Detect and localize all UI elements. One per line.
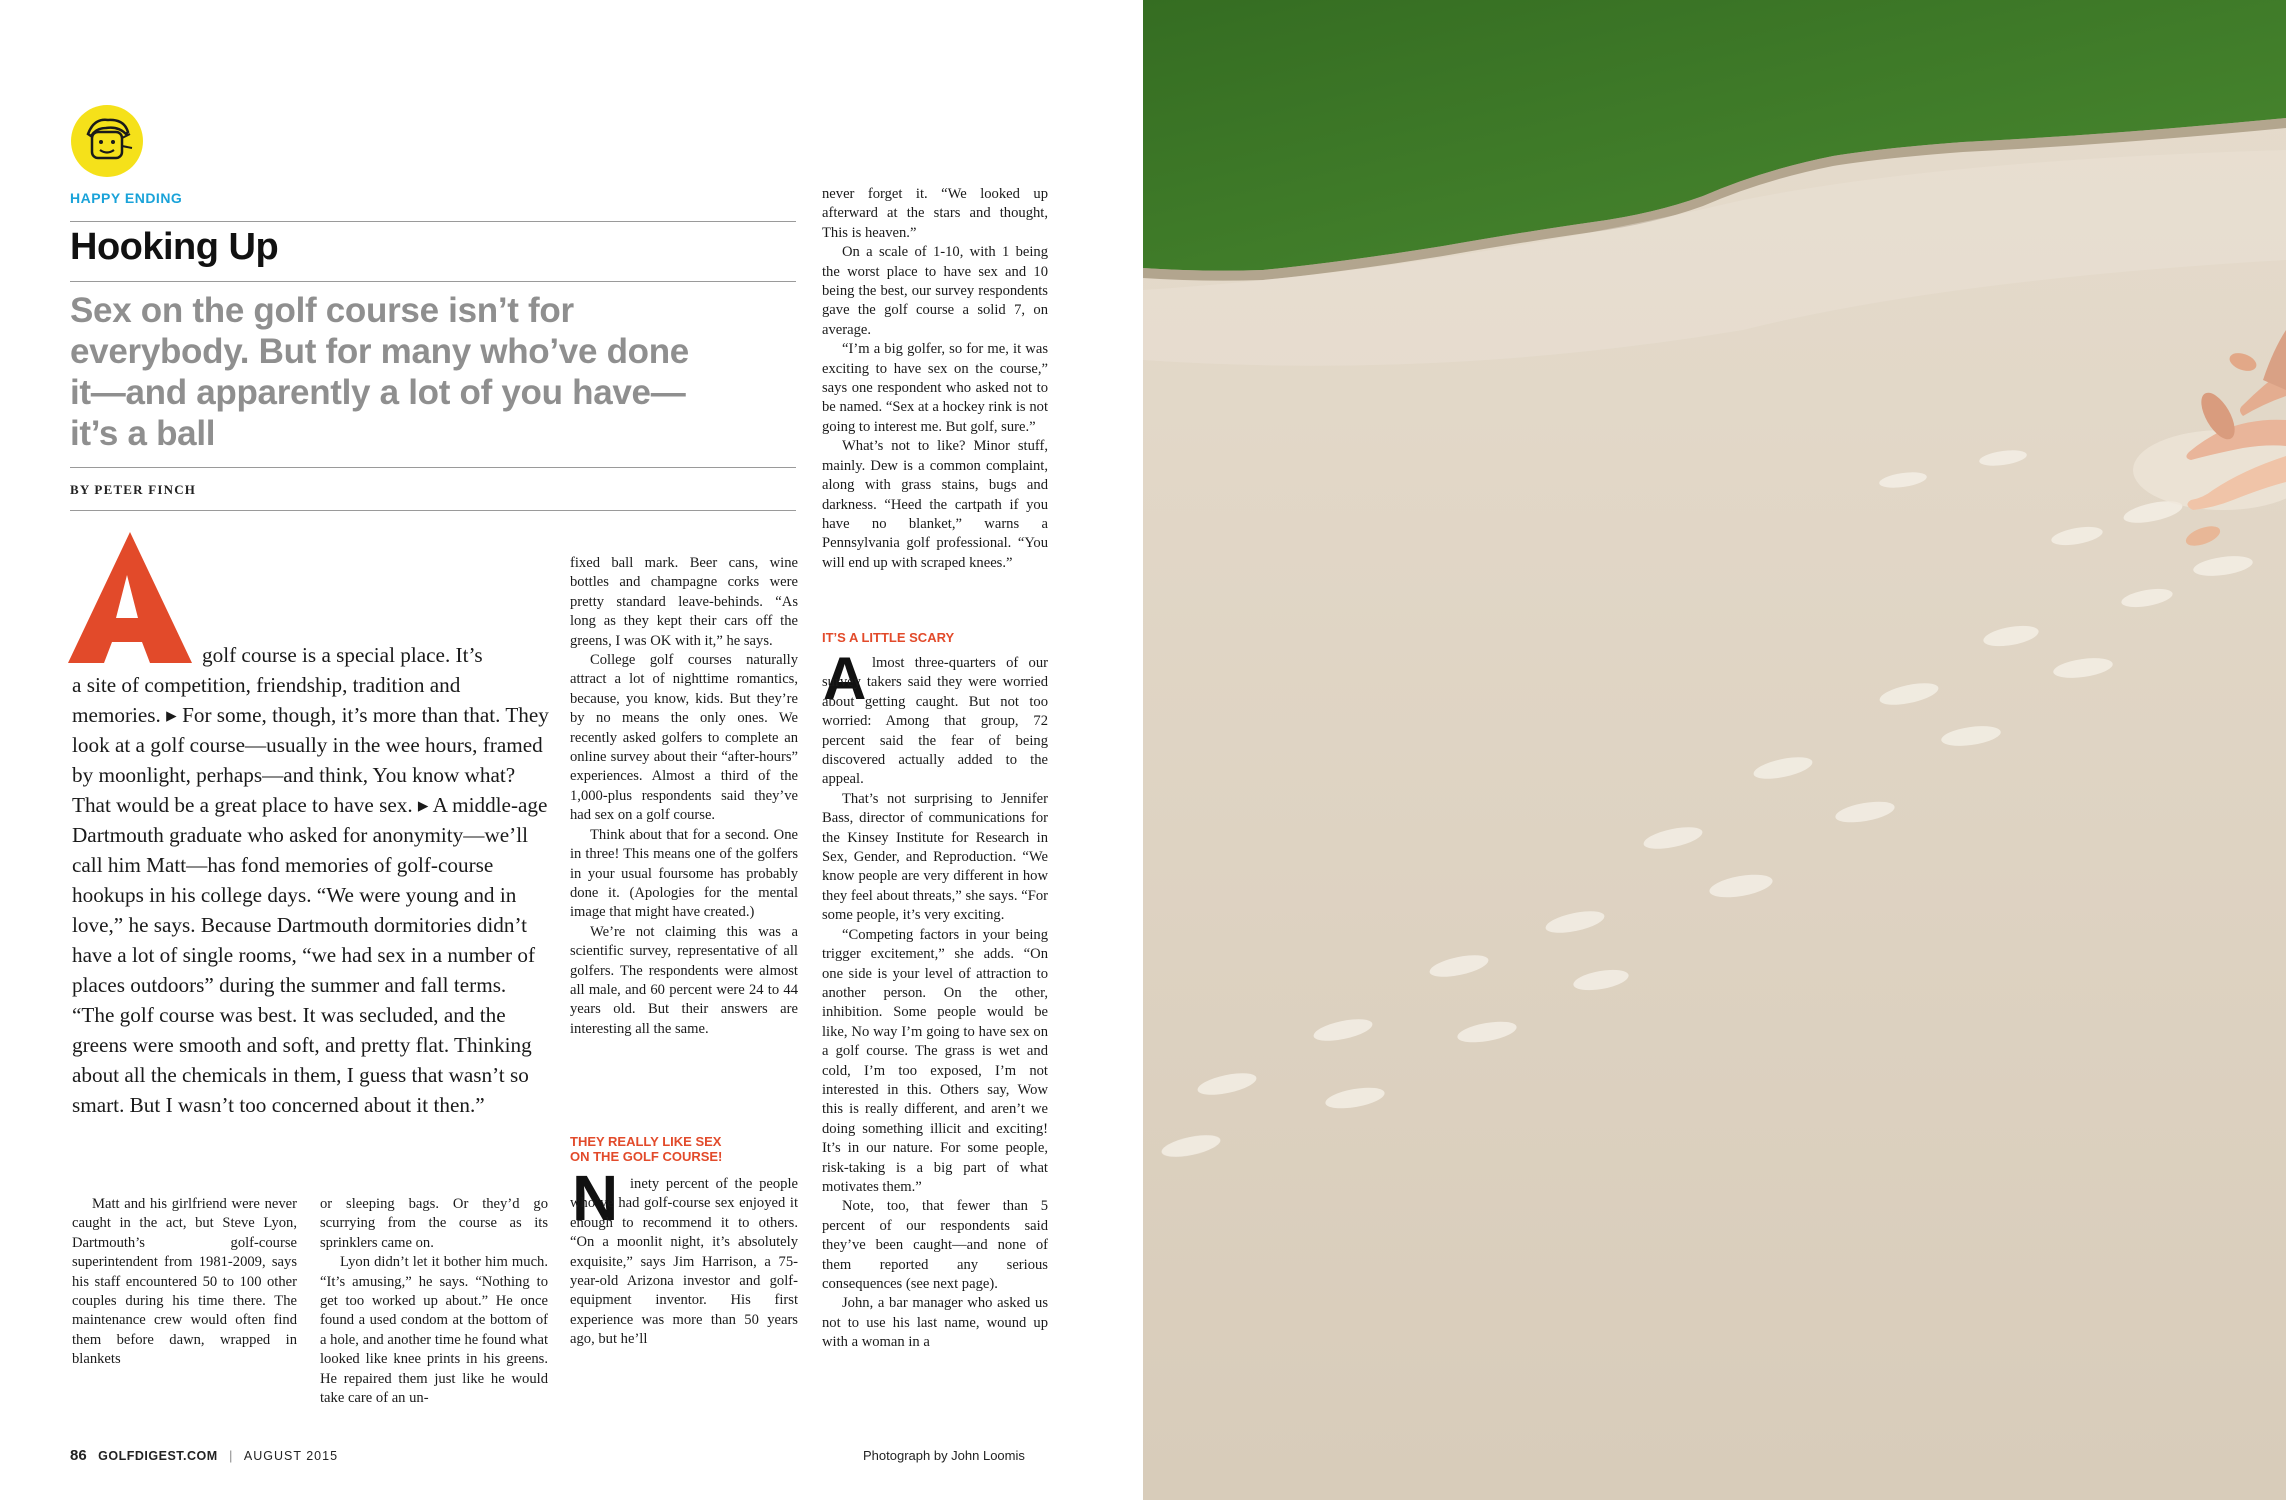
photo-sand-bunker — [1143, 0, 2286, 1500]
dropcap-a-small: A — [823, 645, 867, 712]
dek: Sex on the golf course isn’t for everybody. But for many who’ve done it—and apparently a lot of you have—it’s a ball — [70, 291, 689, 453]
headline: Hooking Up — [70, 226, 279, 268]
paragraph: lmost three-quarters of our survey takers said they were worried about getting caught. But not too worried: Among that group, 72 percent said the fear of being discovered actually added to the appeal. — [822, 655, 1048, 788]
column-3 — [570, 554, 798, 1039]
bunker-illustration — [1143, 0, 2286, 1500]
lead-first-line: golf course is a special place. It’s — [202, 643, 483, 667]
footer-separator: | — [229, 1449, 233, 1463]
paragraph: John, a bar manager who asked us not to use his last name, wound up with a woman in a — [822, 1295, 1048, 1351]
paragraph: “Competing factors in your being trigger excitement,” she adds. “On one side is your level of attraction to another person. On the other, inhibition. Some people would be like, No way I’m going to have sex on a golf course. The grass is wet and cold, I’m too exposed, I’m not interested in this. Others say, Wow this is really different, and aren’t we doing something illicit and exciting! It’s in our nature. For some people, risk-taking is a big part of what motivates them.” — [822, 926, 1048, 1195]
dropcap-a-graphic — [68, 530, 193, 665]
column-4 — [822, 185, 1048, 573]
subhead-its-a-little-scary: IT’S A LITTLE SCARY — [822, 630, 955, 645]
paragraph: We’re not claiming this was a scientific survey, representative of all golfers. The respondents were almost all male, and 60 percent were 24 to 44 years old. But their answers are interesting all the same. — [570, 923, 798, 1037]
happy-ending-logo-icon — [70, 104, 144, 178]
byline: BY PETER FINCH — [70, 482, 197, 497]
paragraph: That’s not surprising to Jennifer Bass, director of communications for the Kinsey Institute for Research in Sex, Gender, and Reproduction. “We know people are very different in how they feel about threats,” she says. “For some people, it’s very exciting. — [822, 790, 1048, 924]
dropcap-n: N — [572, 1162, 619, 1234]
column-4-continued — [822, 654, 1048, 1353]
photo-credit: Photograph by John Loomis — [863, 1448, 1025, 1463]
paragraph: College golf courses naturally attract a lot of nighttime romantics, because, you know, kids. But they’re by no means the only ones. We recently asked golfers to complete an online survey about their “after-hours” experiences. Almost a third of the 1,000-plus respondents said they’ve had sex on a golf course. — [570, 652, 798, 824]
paragraph: fixed ball mark. Beer cans, wine bottles and champagne corks were pretty standard leave-behinds. “As long as they kept their cars off the greens, I was OK with it,” he says. — [570, 555, 798, 649]
paragraph: Think about that for a second. One in three! This means one of the golfers in your usual foursome has probably done it. (Apologies for the mental image that might have created.) — [570, 826, 798, 921]
lead-body: a site of competition, friendship, tradition and memories. ▸ For some, though, it’s more than that. They look at a golf course—usually in the wee hours, framed by moonlight, perhaps—and think, You know what? That would be a great place to have sex. ▸ A middle-age Dartmouth graduate who asked for anonymity—we’ll call him Matt—has fond memories of golf-course hookups in his college days. “We were young and in love,” he says. Because Dartmouth dormitories didn’t have a lot of single rooms, “we had sex in a number of places outdoors” during the summer and fall terms. “The golf course was best. It was secluded, and the greens were smooth and soft, and pretty flat. Thinking about all the chemicals in them, I guess that wasn’t so smart. But I wasn’t too concerned about it then.” — [72, 673, 549, 1117]
page-footer — [70, 1447, 338, 1464]
paragraph: never forget it. “We looked up afterward at the stars and thought, This is heaven.” — [822, 186, 1048, 241]
paragraph: inety percent of the people who’ve had golf-course sex enjoyed it enough to recommend it to others. “On a moonlit night, it’s absolutely exquisite,” says Jim Harrison, a 75-year-old Arizona investor and golf-equipment inventor. His first experience was more than 50 years ago, but he’ll — [570, 1176, 798, 1348]
paragraph: On a scale of 1-10, with 1 being the worst place to have sex and 10 being the best, our survey respondents gave the golf course a solid 7, on average. — [822, 244, 1048, 338]
section-label: HAPPY ENDING — [70, 190, 183, 206]
paragraph: What’s not to like? Minor stuff, mainly. Dew is a common complaint, along with grass stains, bugs and darkness. “Heed the cartpath if you have no blanket,” warns a Pennsylvania golf professional. “You will end up with scraped knees.” — [822, 438, 1048, 571]
paragraph: Note, too, that fewer than 5 percent of our respondents said they’ve been caught—and none of them reported any serious consequences (see next page). — [822, 1198, 1048, 1292]
paragraph: Matt and his girlfriend were never caught in the act, but Steve Lyon, Dartmouth’s golf-course superintendent from 1981-2009, says his staff encountered 50 to 100 other couples during his time there. The maintenance crew would often find them before dawn, wrapped in blankets — [72, 1196, 297, 1368]
page-number: 86 — [70, 1447, 87, 1464]
divider — [70, 221, 796, 222]
paragraph: or sleeping bags. Or they’d go scurrying from the course as its sprinklers came on. — [320, 1196, 548, 1251]
subhead-line: THEY REALLY LIKE SEX — [570, 1134, 722, 1149]
paragraph: “I’m a big golfer, so for me, it was exciting to have sex on the course,” says one respondent who asked not to be named. “Sex at a hockey rink is not going to interest me. But golf, sure.” — [822, 341, 1048, 435]
footer-date: AUGUST 2015 — [243, 1449, 339, 1463]
divider — [70, 510, 796, 511]
column-2 — [320, 1195, 548, 1408]
footer-site: GOLFDIGEST.COM — [98, 1449, 218, 1463]
column-3-continued — [570, 1175, 798, 1350]
subhead-they-really-like — [570, 1134, 722, 1164]
column-1 — [72, 1195, 297, 1370]
divider — [70, 467, 796, 468]
lead-paragraph — [72, 670, 552, 1120]
paragraph: Lyon didn’t let it bother him much. “It’s amusing,” he says. “Nothing to get too worked up about.” He once found a used condom at the bottom of a hole, and another time he found what looked like knee prints in his greens. He repaired them just like he would take care of an un- — [320, 1254, 548, 1407]
subhead-line: ON THE GOLF COURSE! — [570, 1149, 723, 1164]
divider — [70, 281, 796, 282]
